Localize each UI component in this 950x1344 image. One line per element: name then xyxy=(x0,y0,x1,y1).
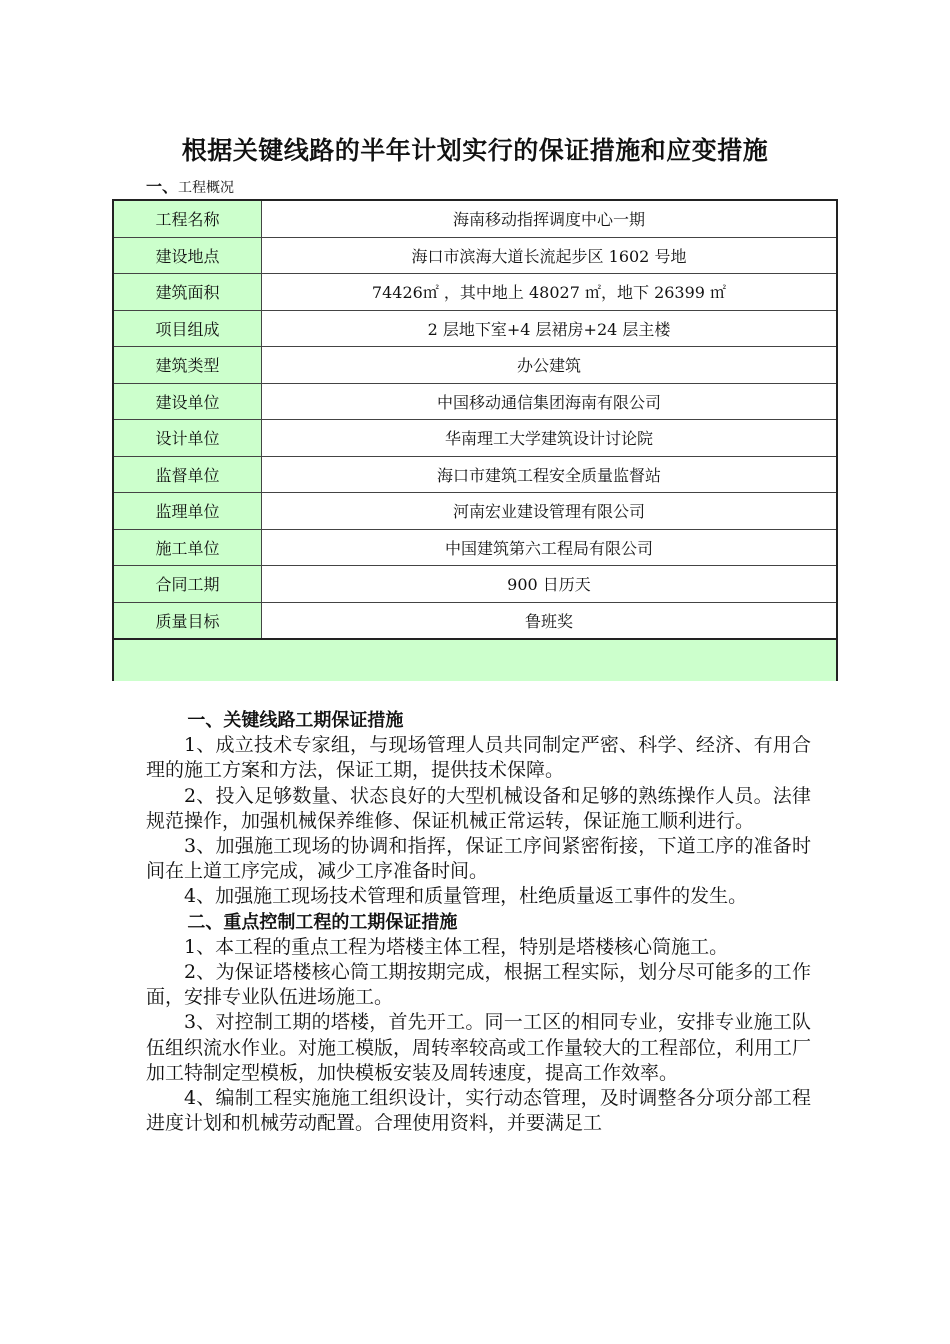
paragraph: 4、编制工程实施施工组织设计，实行动态管理，及时调整各分项分部工程进度计划和机械劳动配置。合理使用资料，并要满足工 xyxy=(146,1087,811,1135)
row-value: 中国移动通信集团海南有限公司 xyxy=(262,383,838,420)
row-label: 施工单位 xyxy=(113,529,262,566)
paragraph: 4、加强施工现场技术管理和质量管理，杜绝质量返工事件的发生。 xyxy=(184,885,748,908)
paragraph: 2、为保证塔楼核心筒工期按期完成，根据工程实际，划分尽可能多的工作面，安排专业队伍进场施工。 xyxy=(146,961,811,1009)
row-value: 办公建筑 xyxy=(262,347,838,384)
overview-heading-text: 工程概况 xyxy=(178,180,235,196)
section2-heading: 二、重点控制工程的工期保证措施 xyxy=(187,911,458,933)
overview-heading-number: 一、 xyxy=(146,177,179,196)
table-row xyxy=(113,602,837,639)
row-label: 建设地点 xyxy=(113,237,262,274)
row-label: 建设单位 xyxy=(113,383,262,420)
overview-heading xyxy=(146,177,234,198)
row-label: 合同工期 xyxy=(113,566,262,603)
paragraph: 3、对控制工期的塔楼，首先开工。同一工区的相同专业，安排专业施工队伍组织流水作业。对施工模版，周转率较高或工作量较大的工程部位，利用工厂加工特制定型模板，加快模板安装及周转速度，提高工作效率。 xyxy=(146,1011,812,1084)
table-row xyxy=(113,456,837,493)
page-title: 根据关键线路的半年计划实行的保证措施和应变措施 xyxy=(181,136,769,165)
row-label: 质量目标 xyxy=(113,602,262,639)
table-row xyxy=(113,310,837,347)
row-label: 设计单位 xyxy=(113,420,262,457)
document-body xyxy=(146,708,811,1136)
row-label: 监督单位 xyxy=(113,456,262,493)
project-overview-table xyxy=(112,199,838,681)
paragraph: 2、投入足够数量、状态良好的大型机械设备和足够的熟练操作人员。法律规范操作，加强机械保养维修、保证机械正常运转，保证施工顺利进行。 xyxy=(146,784,811,832)
row-label: 项目组成 xyxy=(113,310,262,347)
table-row xyxy=(113,383,837,420)
table-row xyxy=(113,420,837,457)
table-row xyxy=(113,274,837,311)
row-value: 华南理工大学建筑设计讨论院 xyxy=(262,420,838,457)
empty-cell xyxy=(113,639,837,681)
row-value: 海南移动指挥调度中心一期 xyxy=(262,200,838,237)
row-label: 工程名称 xyxy=(113,200,262,237)
row-value: 海口市建筑工程安全质量监督站 xyxy=(262,456,838,493)
table-row xyxy=(113,200,837,237)
paragraph: 1、本工程的重点工程为塔楼主体工程，特别是塔楼核心筒施工。 xyxy=(184,935,729,958)
paragraph: 1、成立技术专家组，与现场管理人员共同制定严密、科学、经济、有用合理的施工方案和方法，保证工期，提供技术保障。 xyxy=(146,734,811,782)
table-row xyxy=(113,237,837,274)
table-row xyxy=(113,347,837,384)
section1-heading: 一、关键线路工期保证措施 xyxy=(187,710,404,731)
row-label: 监理单位 xyxy=(113,493,262,530)
table-empty-row xyxy=(113,639,837,681)
paragraph: 3、加强施工现场的协调和指挥，保证工序间紧密衔接，下道工序的准备时间在上道工序完成，减少工序准备时间。 xyxy=(146,835,811,883)
table-row xyxy=(113,566,837,603)
row-label: 建筑类型 xyxy=(113,347,262,384)
row-value: 74426㎡ ，其中地上 48027 ㎡，地下 26399 ㎡ xyxy=(262,274,838,311)
row-value: 河南宏业建设管理有限公司 xyxy=(262,493,838,530)
row-value: 海口市滨海大道长流起步区 1602 号地 xyxy=(262,237,838,274)
row-label: 建筑面积 xyxy=(113,274,262,311)
row-value: 鲁班奖 xyxy=(262,602,838,639)
row-value: 2 层地下室+4 层裙房+24 层主楼 xyxy=(262,310,838,347)
table-row xyxy=(113,529,837,566)
row-value: 900 日历天 xyxy=(262,566,838,603)
row-value: 中国建筑第六工程局有限公司 xyxy=(262,529,838,566)
table-row xyxy=(113,493,837,530)
